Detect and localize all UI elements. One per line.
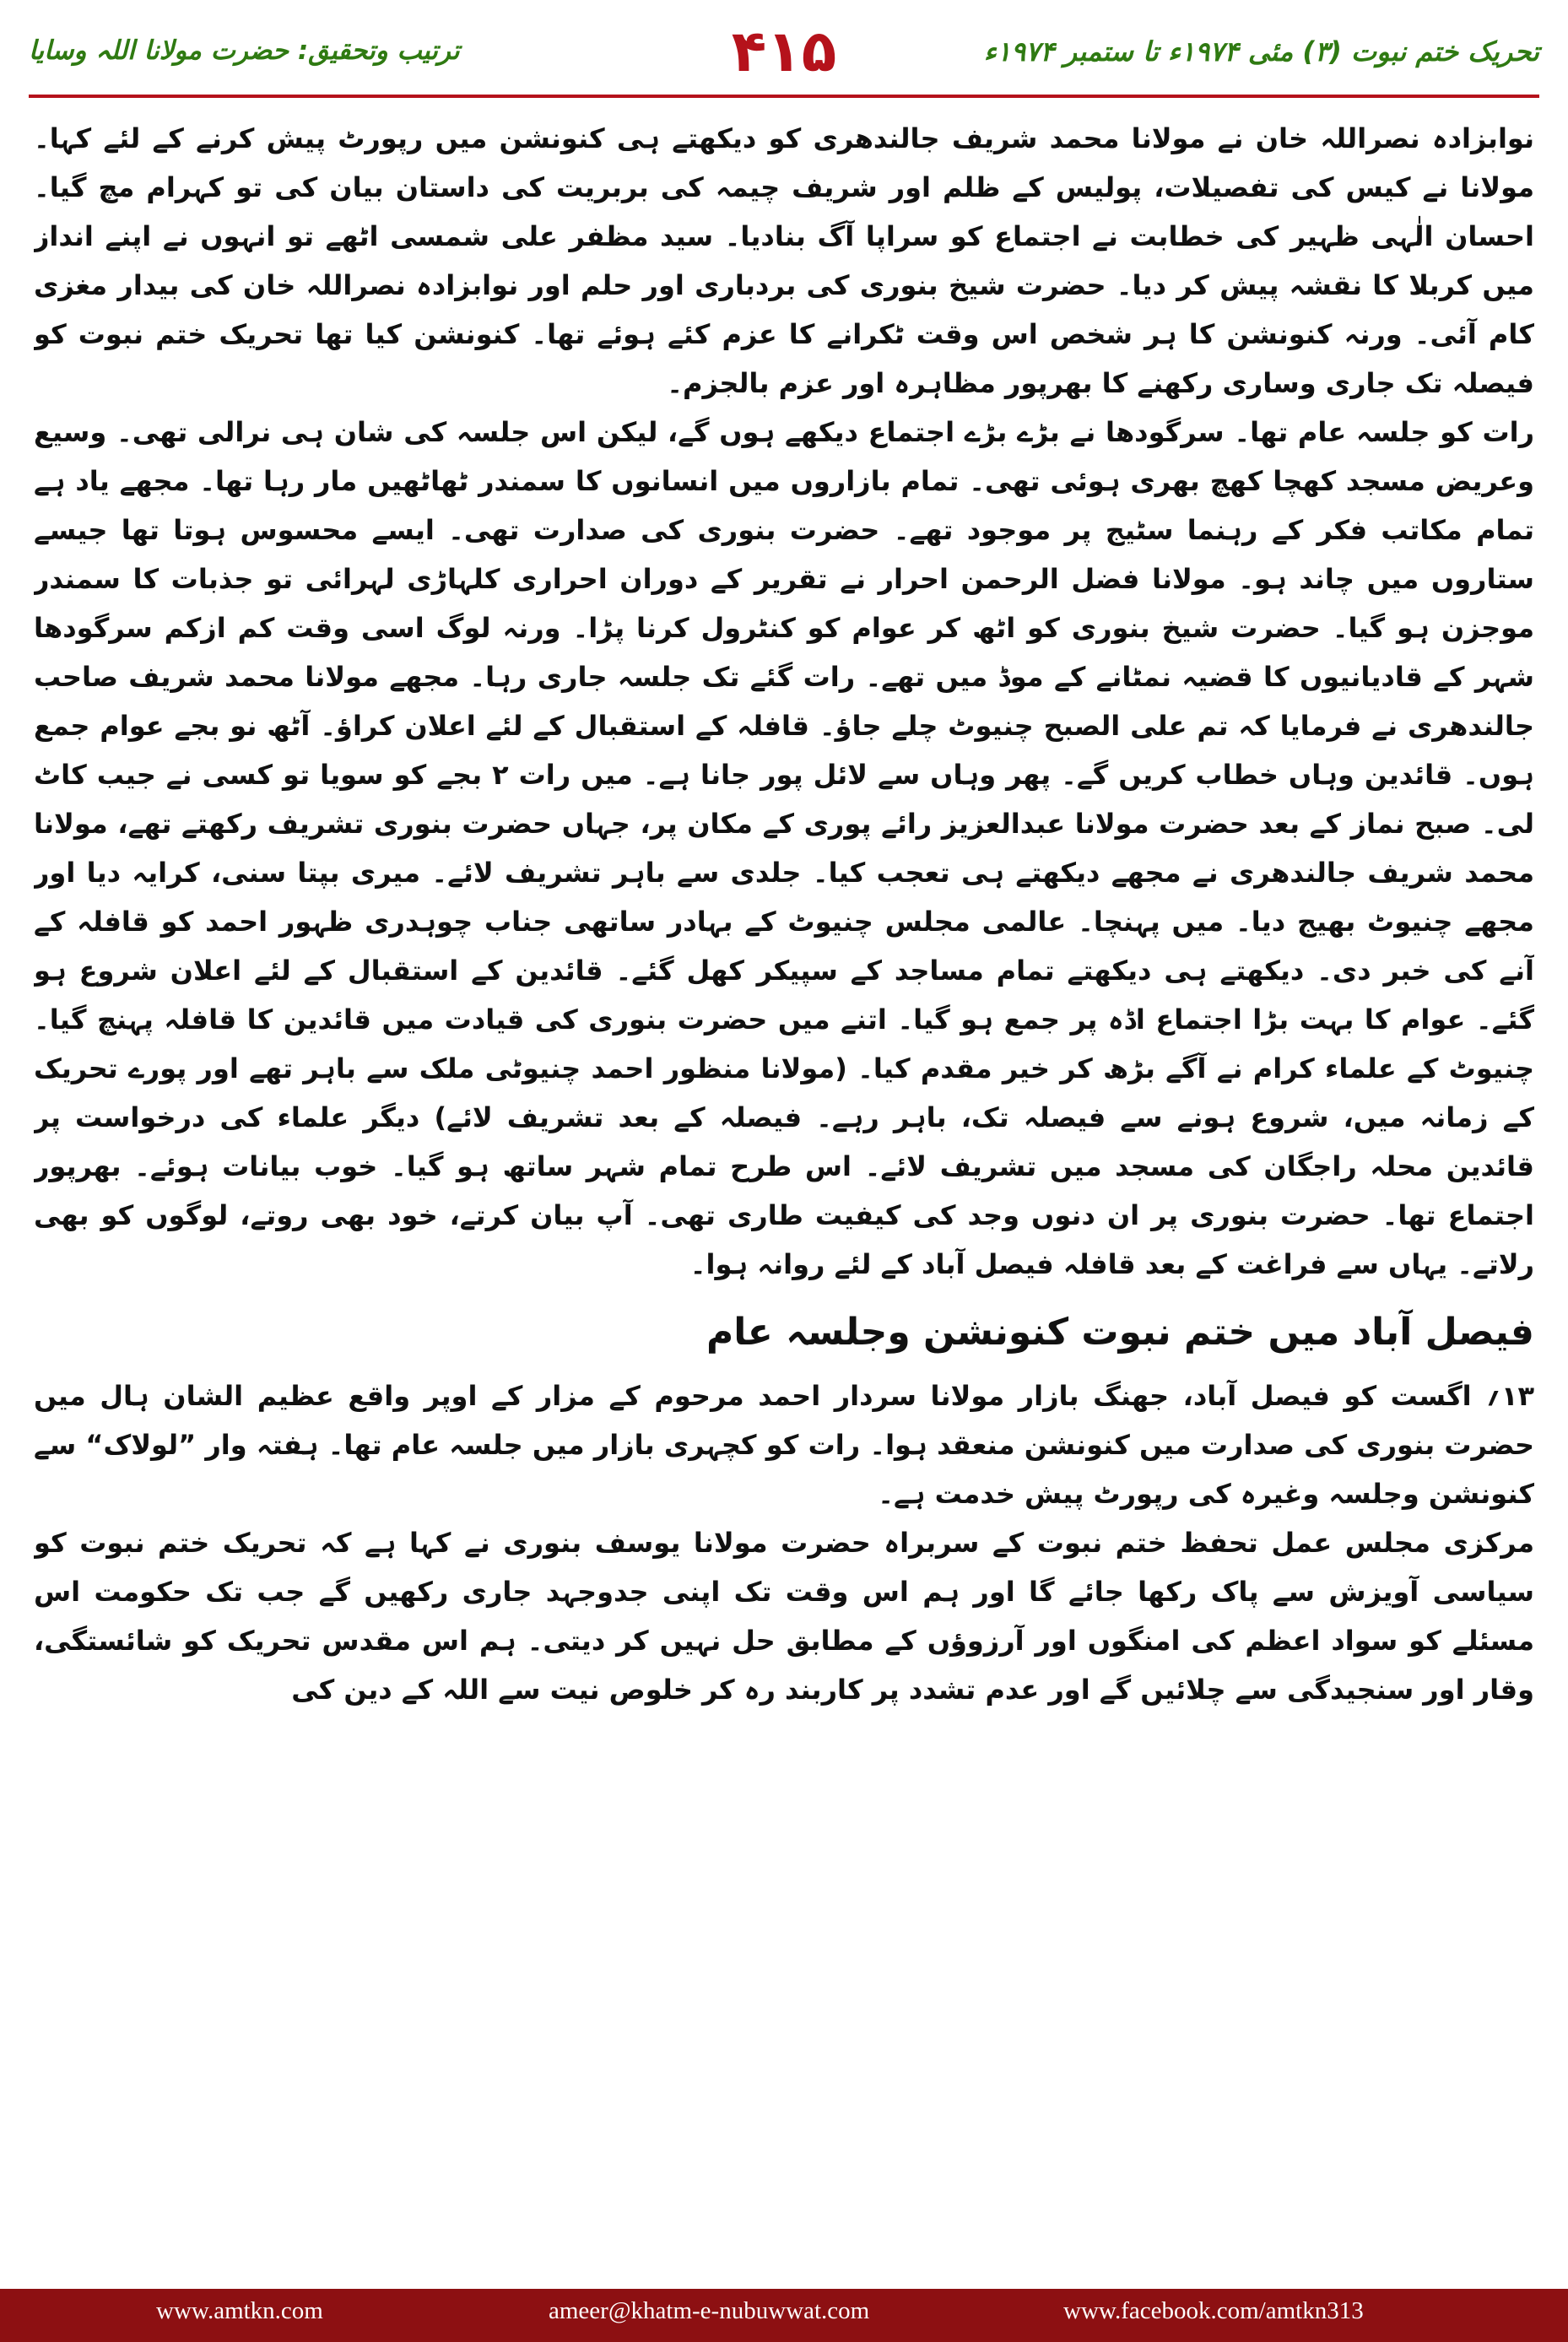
page-footer — [0, 2289, 1568, 2342]
footer-facebook-link[interactable]: www.facebook.com/amtkn313 — [1063, 2297, 1364, 2324]
compiler-credit: ترتیب وتحقیق: حضرت مولانا اللہ وسایا — [29, 35, 460, 66]
page-body — [34, 114, 1534, 2291]
paragraph-convention-report: نوابزادہ نصراللہ خان نے مولانا محمد شریف جالندھری کو دیکھتے ہی کنونشن میں رپورٹ پیش کرنے کے لئے کہا۔ مولانا نے کیس کی تفصیلات، پولیس کے ظلم اور شریف چیمہ کی بربریت کی داستان بیان کی تو کہرام مچ گیا۔ احسان الٰہی ظہیر کی خطابت نے اجتماع کو سراپا آگ بنادیا۔ سید مظفر علی شمسی اٹھے تو انہوں نے اپنے انداز میں کربلا کا نقشہ پیش کر دیا۔ حضرت شیخ بنوری کی بردباری اور حلم اور نوابزادہ نصراللہ خان کی بیدار مغزی کام آئی۔ ورنہ کنونشن کا ہر شخص اس وقت ٹکرانے کا عزم کئے ہوئے تھا۔ کنونشن کیا تھا تحریک ختم نبوت کو فیصلہ تک جاری وساری رکھنے کا بھرپور مظاہرہ اور عزم بالجزم۔ — [34, 122, 1534, 399]
paragraph-banuri-statement: مرکزی مجلس عمل تحفظ ختم نبوت کے سربراہ حضرت مولانا یوسف بنوری نے کہا ہے کہ تحریک ختم نبوت کو سیاسی آویزش سے پاک رکھا جائے گا اور ہم اس وقت تک اپنی جدوجہد جاری رکھیں گے جب تک حکومت اس مسئلے کو سواد اعظم کی امنگوں اور آرزوؤں کے مطابق حل نہیں کر دیتی۔ ہم اس مقدس تحریک کو شائستگی، وقار اور سنجیدگی سے چلائیں گے اور عدم تشدد پر کاربند رہ کر خلوص نیت سے اللہ کے دین کی — [34, 1527, 1534, 1706]
page-number: ۴۱۵ — [731, 19, 837, 85]
paragraph-sargodha-jalsa: رات کو جلسہ عام تھا۔ سرگودھا نے بڑے بڑے اجتماع دیکھے ہوں گے، لیکن اس جلسہ کی شان ہی نرالی تھی۔ وسیع وعریض مسجد کھچا کھچ بھری ہوئی تھی۔ تمام بازاروں میں انسانوں کا سمندر ٹھاٹھیں مار رہا تھا۔ مجھے یاد ہے تمام مکاتب فکر کے رہنما سٹیج پر موجود تھے۔ حضرت بنوری کی صدارت تھی۔ ایسے محسوس ہوتا تھا جیسے ستاروں میں چاند ہو۔ مولانا فضل الرحمن احرار نے تقریر کے دوران احراری کلہاڑی لہرائی تو جذبات کا سمندر موجزن ہو گیا۔ حضرت شیخ بنوری کو اٹھ کر عوام کو کنٹرول کرنا پڑا۔ ورنہ لوگ اسی وقت کم ازکم سرگودھا شہر کے قادیانیوں کا قضیہ نمٹانے کے موڈ میں تھے۔ رات گئے تک جلسہ جاری رہا۔ مجھے مولانا محمد شریف صاحب جالندھری نے فرمایا کہ تم علی الصبح چنیوٹ چلے جاؤ۔ قافلہ کے استقبال کے لئے اعلان کراؤ۔ آٹھ نو بجے عوام جمع ہوں۔ قائدین وہاں خطاب کریں گے۔ پھر وہاں سے لائل پور جانا ہے۔ میں رات ۲ بجے کو سویا تو کسی نے جیب کاٹ لی۔ صبح نماز کے بعد حضرت مولانا عبدالعزیز رائے پوری کے مکان پر، جہاں حضرت بنوری تشریف رکھتے تھے، مولانا محمد شریف جالندھری نے مجھے دیکھتے ہی تعجب کیا۔ جلدی سے باہر تشریف لائے۔ میری بپتا سنی، کرایہ دیا اور مجھے چنیوٹ بھیج دیا۔ میں پہنچا۔ عالمی مجلس چنیوٹ کے بہادر ساتھی جناب چوہدری ظہور احمد کو قافلہ کے آنے کی خبر دی۔ دیکھتے ہی دیکھتے تمام مساجد کے سپیکر کھل گئے۔ قائدین کے استقبال کے لئے اعلان شروع ہو گئے۔ عوام کا بہت بڑا اجتماع اڈہ پر جمع ہو گیا۔ اتنے میں حضرت بنوری کی قیادت میں قائدین کا قافلہ پہنچ گیا۔ چنیوٹ کے علماء کرام نے آگے بڑھ کر خیر مقدم کیا۔ (مولانا منظور احمد چنیوٹی ملک سے باہر تھے اور پورے تحریک کے زمانہ میں، شروع ہونے سے فیصلہ تک، باہر رہے۔ فیصلہ کے بعد تشریف لائے) دیگر علماء کی درخواست پر قائدین محلہ راجگان کی مسجد میں تشریف لائے۔ اس طرح تمام شہر ساتھ ہو گیا۔ خوب بیانات ہوئے۔ بھرپور اجتماع تھا۔ حضرت بنوری پر ان دنوں وجد کی کیفیت طاری تھی۔ آپ بیان کرتے، خود بھی روتے، لوگوں کو بھی رلاتے۔ یہاں سے فراغت کے بعد قافلہ فیصل آباد کے لئے روانہ ہوا۔ — [34, 416, 1534, 1280]
footer-email-link[interactable]: ameer@khatm-e-nubuwwat.com — [549, 2297, 870, 2324]
section-heading: فیصل آباد میں ختم نبوت کنونشن وجلسہ عام — [706, 1311, 1534, 1354]
paragraph-faisalabad-convention: ۱۳؍ اگست کو فیصل آباد، جھنگ بازار مولانا سردار احمد مرحوم کے مزار کے اوپر واقع عظیم الشان ہال میں حضرت بنوری کی صدارت میں کنونشن منعقد ہوا۔ رات کو کچہری بازار میں جلسہ عام تھا۔ ہفتہ وار ”لولاک“ سے کنونشن وجلسہ وغیرہ کی رپورٹ پیش خدمت ہے۔ — [34, 1380, 1534, 1510]
book-title: تحریک ختم نبوت (۳) مئی ۱۹۷۴ء تا ستمبر ۱۹۷۴ء — [983, 35, 1539, 68]
page-header — [0, 0, 1568, 110]
header-rule — [29, 95, 1539, 98]
footer-website-link[interactable]: www.amtkn.com — [156, 2297, 323, 2324]
